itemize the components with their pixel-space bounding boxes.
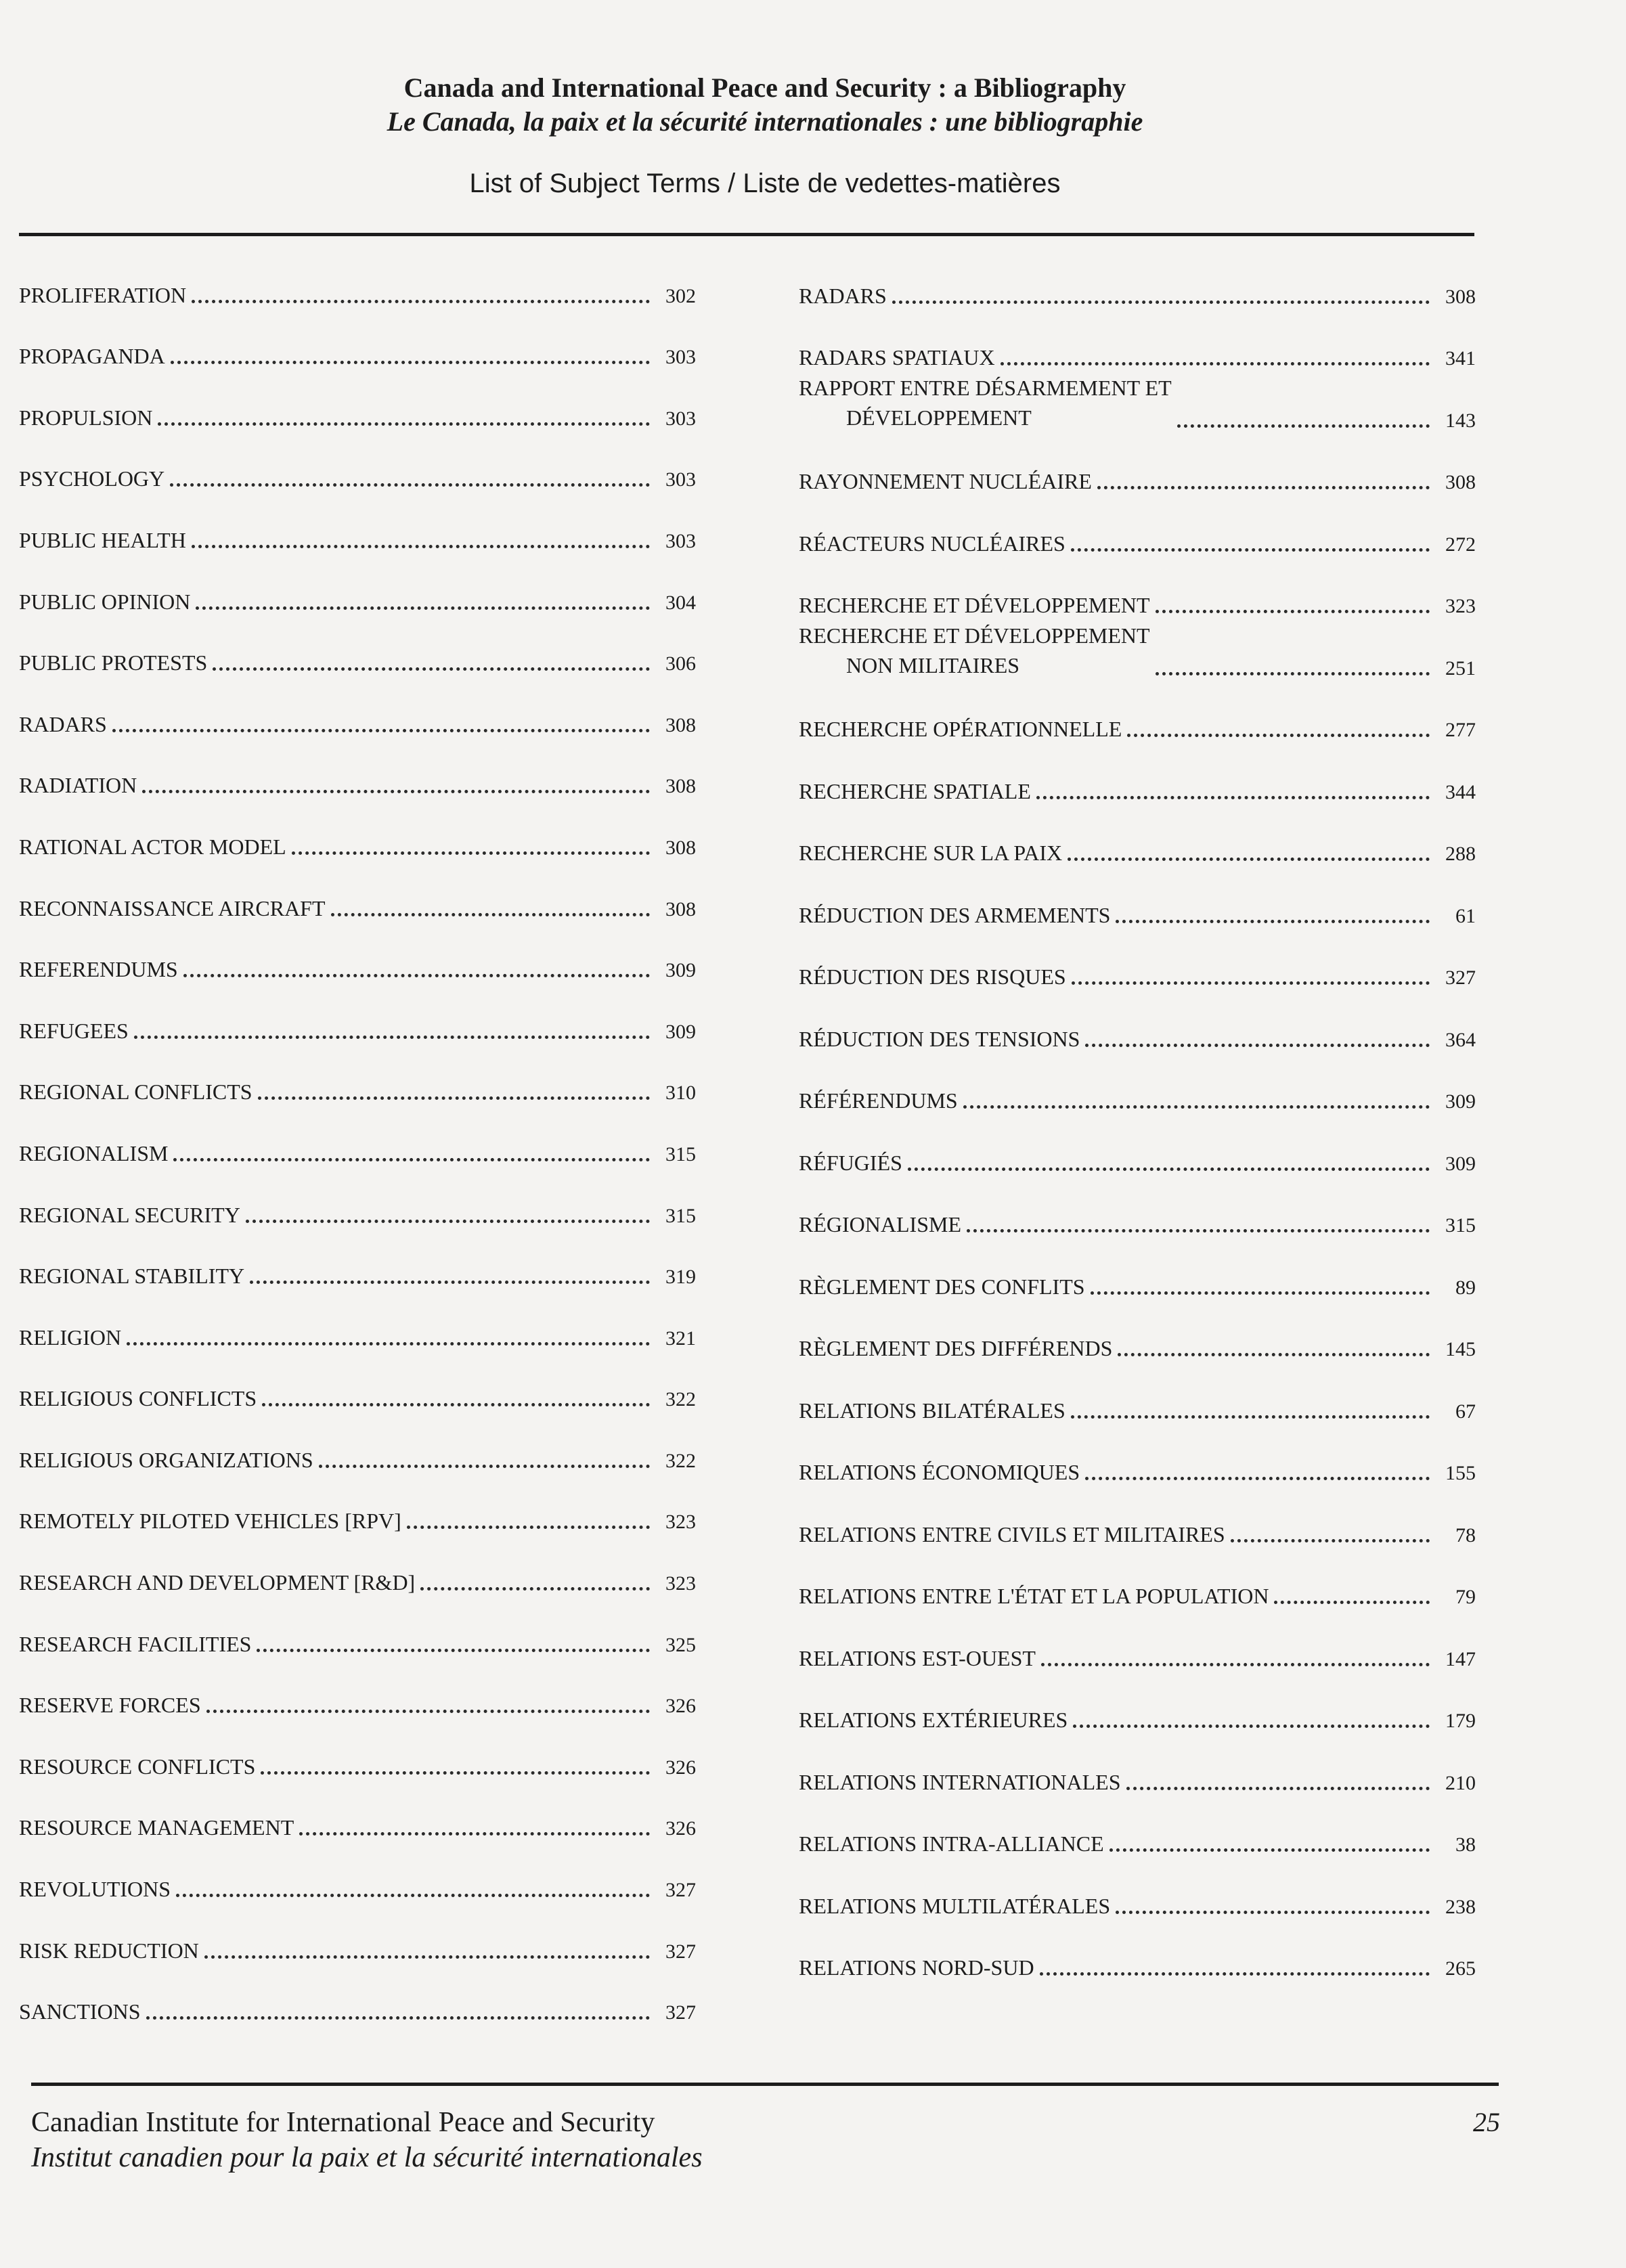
dot-leader [127,1342,650,1346]
index-term: RELIGION [19,1325,122,1350]
index-page-number: 155 [1445,1462,1476,1484]
dot-leader [1116,1911,1430,1914]
dot-leader [196,606,650,610]
title-french: Le Canada, la paix et la sécurité internationales : une bibliographie [387,106,1143,137]
index-entry [19,1607,696,1669]
index-entry [799,259,1476,321]
index-entry [19,1976,696,2037]
index-term: RELIGIOUS ORGANIZATIONS [19,1447,313,1472]
dot-leader [299,1832,650,1836]
footer-institute-french: Institut canadien pour la paix et la sécurité internationales [31,2142,703,2173]
subtitle: List of Subject Terms / Liste de vedettes-matières [469,169,1061,198]
index-entry [799,623,1476,692]
right-column [799,259,1476,1993]
index-entry [19,1546,696,1607]
index-entry [19,1178,696,1240]
dot-leader [192,300,650,303]
index-page-number: 308 [1445,471,1476,493]
dot-leader [1177,424,1430,428]
index-page-number: 308 [1445,285,1476,308]
index-page-number: 315 [665,1142,696,1165]
index-page-number: 145 [1445,1338,1476,1360]
index-page-number: 326 [665,1817,696,1840]
index-entry [19,688,696,749]
index-term-line2: NON MILITAIRES [846,652,1020,677]
index-entry [19,872,696,933]
index-term: REGIONAL CONFLICTS [19,1080,252,1105]
index-page-number: 319 [665,1266,696,1289]
index-term: REMOTELY PILOTED VEHICLES [RPV] [19,1509,401,1534]
dot-leader [204,1955,650,1959]
dot-leader [1126,1787,1430,1790]
index-entry [19,627,696,688]
dot-leader [963,1105,1430,1109]
index-entry [19,1485,696,1547]
index-term: RELATIONS BILATÉRALES [799,1398,1065,1423]
index-page-number: 303 [665,529,696,552]
index-term: RESEARCH FACILITIES [19,1631,252,1656]
index-term: REGIONAL STABILITY [19,1264,245,1289]
index-term: PROPULSION [19,405,153,430]
index-entry [799,1064,1476,1126]
index-page-number: 303 [665,346,696,369]
footer-institute-english: Canadian Institute for International Peace and Security [31,2107,655,2138]
index-term: RÈGLEMENT DES CONFLITS [799,1274,1085,1299]
index-page-number: 306 [665,652,696,675]
dot-leader [170,483,650,487]
index-term: RELATIONS NORD-SUD [799,1955,1034,1980]
dot-leader [892,301,1430,304]
index-entry [799,506,1476,569]
dot-leader [1127,734,1430,737]
index-term: REFERENDUMS [19,957,178,982]
dot-leader [1116,920,1430,923]
index-term-line1: RAPPORT ENTRE DÉSARMEMENT ET [799,375,1172,400]
index-entry [19,1669,696,1731]
index-page-number: 277 [1445,719,1476,741]
index-entry [19,1730,696,1792]
dot-leader [1001,362,1430,365]
dot-leader [420,1587,650,1591]
index-term: RESEARCH AND DEVELOPMENT [R&D] [19,1570,416,1595]
page-footer [31,2105,1500,2175]
index-page-number: 321 [665,1327,696,1350]
index-entry [799,1621,1476,1683]
index-entry [799,816,1476,879]
dot-leader [246,1220,650,1223]
index-term: PROLIFERATION [19,282,187,307]
index-entry [799,754,1476,816]
index-page-number: 308 [665,775,696,798]
index-term: RECONNAISSANCE AIRCRAFT [19,895,326,920]
dot-leader [1118,1353,1430,1356]
index-entry [799,692,1476,755]
index-entry [19,1362,696,1424]
index-term: RÉFUGIÉS [799,1150,902,1175]
index-term: PSYCHOLOGY [19,466,165,491]
index-term: RADARS SPATIAUX [799,345,995,370]
index-term: SANCTIONS [19,1999,141,2024]
index-term: RECHERCHE ET DÉVELOPPEMENT [799,593,1150,617]
index-page-number: 147 [1445,1647,1476,1670]
index-entry [799,1002,1476,1064]
index-page-number: 308 [665,836,696,859]
index-entry [19,1914,696,1976]
index-page-number: 325 [665,1633,696,1656]
dot-leader [142,790,650,793]
page-header [0,71,1530,200]
index-page-number: 272 [1445,533,1476,556]
index-page-number: 61 [1455,904,1476,927]
index-term: RADARS [799,283,887,308]
index-term: PUBLIC PROTESTS [19,650,208,675]
index-page-number: 326 [665,1695,696,1718]
index-term: RELATIONS ÉCONOMIQUES [799,1460,1080,1484]
index-entry [799,1745,1476,1807]
dot-leader [331,913,650,916]
index-page-number: 78 [1455,1524,1476,1547]
dot-leader [1231,1539,1430,1542]
index-term: PROPAGANDA [19,344,165,369]
dot-leader [1085,1477,1430,1480]
dot-leader [1156,610,1430,613]
bottom-divider [31,2083,1499,2086]
index-page-number: 310 [665,1082,696,1105]
dot-leader [206,1710,650,1713]
index-page-number: 67 [1455,1400,1476,1423]
index-term: RELIGIOUS CONFLICTS [19,1386,257,1411]
index-entry [19,1423,696,1485]
index-page-number: 323 [665,1572,696,1595]
dot-leader [1071,548,1430,552]
dot-leader [908,1168,1430,1171]
index-term: RÉACTEURS NUCLÉAIRES [799,531,1065,556]
index-page-number: 309 [1445,1152,1476,1175]
index-term-line1: RECHERCHE ET DÉVELOPPEMENT [799,623,1150,648]
dot-leader [1072,981,1430,985]
index-entry [19,1301,696,1362]
index-page-number: 327 [1445,966,1476,989]
dot-leader [158,422,650,426]
index-term: RELATIONS EXTÉRIEURES [799,1708,1068,1732]
index-term: REGIONALISM [19,1140,169,1165]
index-page-number: 326 [665,1756,696,1779]
index-page-number: 327 [665,1879,696,1902]
index-page-number: 327 [665,1940,696,1963]
index-page-number: 341 [1445,347,1476,370]
index-page-number: 79 [1455,1586,1476,1608]
index-term: RELATIONS EST-OUEST [799,1645,1036,1670]
dot-leader [1156,672,1430,675]
index-page-number: 309 [665,1020,696,1043]
index-entry [799,1126,1476,1188]
index-entry [19,749,696,811]
dot-leader [171,361,650,364]
index-page-number: 315 [665,1204,696,1227]
index-page-number: 288 [1445,843,1476,865]
index-entry [799,1807,1476,1869]
index-term: RADIATION [19,773,137,798]
dot-leader [967,1229,1430,1232]
index-term: RÉDUCTION DES TENSIONS [799,1026,1080,1051]
dot-leader [1068,858,1430,861]
dot-leader [1071,1415,1430,1419]
index-term: RESERVE FORCES [19,1693,201,1718]
dot-leader [407,1526,650,1529]
index-page-number: 238 [1445,1895,1476,1918]
index-entry [19,443,696,504]
index-term: RELATIONS ENTRE L'ÉTAT ET LA POPULATION [799,1584,1269,1608]
index-term: RATIONAL ACTOR MODEL [19,834,286,859]
dot-leader [1109,1848,1430,1852]
index-term: PUBLIC OPINION [19,589,191,614]
dot-leader [258,1096,650,1100]
index-term: REFUGEES [19,1018,129,1043]
index-entry [19,1117,696,1178]
dot-leader [1085,1044,1430,1047]
index-entry [19,933,696,995]
index-page-number: 323 [1445,595,1476,617]
index-page-number: 89 [1455,1276,1476,1299]
title-english: Canada and International Peace and Security : a Bibliography [403,72,1126,103]
index-entry [19,320,696,382]
index-page-number: 143 [1445,409,1476,432]
index-term: RÉDUCTION DES RISQUES [799,964,1066,989]
index-page-number: 304 [665,591,696,614]
dot-leader [1073,1725,1430,1728]
index-page-number: 302 [665,284,696,307]
index-term [799,373,1172,432]
index-entry [799,940,1476,1002]
index-term: RISK REDUCTION [19,1938,199,1963]
index-term: RECHERCHE SPATIALE [799,778,1031,803]
index-entry [799,1188,1476,1250]
index-page-number: 308 [665,713,696,736]
index-entry [799,375,1476,445]
index-term: RELATIONS ENTRE CIVILS ET MILITAIRES [799,1521,1225,1547]
index-page-number: 210 [1445,1771,1476,1794]
index-entry [799,1497,1476,1559]
index-term: RADARS [19,711,107,736]
index-page-number: 303 [665,468,696,491]
index-entry [19,259,696,320]
index-page-number: 322 [665,1388,696,1411]
dot-leader [319,1465,650,1468]
top-divider [19,233,1474,236]
index-entry [19,1792,696,1853]
dot-leader [261,1771,650,1775]
index-term: RÉDUCTION DES ARMEMENTS [799,902,1111,927]
index-term: RESOURCE MANAGEMENT [19,1815,294,1840]
index-term: RÉFÉRENDUMS [799,1088,958,1113]
index-term: RECHERCHE OPÉRATIONNELLE [799,717,1122,741]
index-page-number: 323 [665,1511,696,1534]
index-page-number: 315 [1445,1214,1476,1237]
dot-leader [1097,486,1430,489]
left-column [19,259,696,2037]
index-term: RELATIONS INTERNATIONALES [799,1769,1121,1794]
index-page-number: 309 [1445,1090,1476,1113]
index-entry [799,445,1476,507]
index-term: RELATIONS MULTILATÉRALES [799,1893,1111,1918]
index-entry [799,1931,1476,1993]
index-entry [799,1559,1476,1622]
index-term: RECHERCHE SUR LA PAIX [799,841,1063,865]
index-entry [799,1869,1476,1931]
index-page-number: 322 [665,1449,696,1472]
dot-leader [213,667,650,671]
index-term: REGIONAL SECURITY [19,1202,240,1227]
index-page-number: 251 [1445,657,1476,680]
index-page-number: 327 [665,2001,696,2024]
page-number: 25 [1473,2107,1500,2137]
dot-leader [292,851,650,855]
index-entry [19,1056,696,1117]
index-entry [799,1436,1476,1498]
dot-leader [262,1403,650,1406]
index-term: RÉGIONALISME [799,1212,961,1237]
dot-leader [1091,1291,1430,1295]
dot-leader [176,1894,650,1897]
dot-leader [1041,1663,1430,1666]
index-entry [19,504,696,565]
index-entry [19,810,696,872]
index-page-number: 308 [665,897,696,920]
index-entry [19,1852,696,1914]
index-term: RESOURCE CONFLICTS [19,1754,256,1779]
index-entry [19,381,696,443]
dot-leader [250,1281,650,1284]
index-page-number: 38 [1455,1833,1476,1856]
index-term: REVOLUTIONS [19,1877,171,1902]
dot-leader [192,545,650,548]
index-entry [19,994,696,1056]
dot-leader [146,2016,650,2020]
dot-leader [1040,1972,1430,1976]
dot-leader [134,1036,650,1039]
index-term: RELATIONS INTRA-ALLIANCE [799,1831,1104,1856]
index-entry [799,878,1476,940]
dot-leader [173,1158,650,1161]
index-page-number: 309 [665,959,696,982]
index-entry [799,1683,1476,1746]
index-page-number: 364 [1445,1028,1476,1051]
index-term: RAYONNEMENT NUCLÉAIRE [799,469,1092,493]
index-page-number: 344 [1445,780,1476,803]
index-term [799,621,1150,680]
index-page-number: 265 [1445,1957,1476,1980]
dot-leader [1036,796,1430,799]
index-term: RÈGLEMENT DES DIFFÉRENDS [799,1336,1113,1360]
dot-leader [257,1649,650,1652]
index-entry [19,565,696,627]
index-page-number: 303 [665,407,696,430]
dot-leader [1274,1601,1430,1604]
index-entry [799,1373,1476,1436]
dot-leader [112,729,650,732]
index-entry [19,1240,696,1302]
index-entry [799,1249,1476,1312]
dot-leader [183,974,650,977]
index-term-line2: DÉVELOPPEMENT [846,405,1032,430]
index-entry [799,1312,1476,1374]
index-page-number: 179 [1445,1710,1476,1732]
index-term: PUBLIC HEALTH [19,527,186,552]
